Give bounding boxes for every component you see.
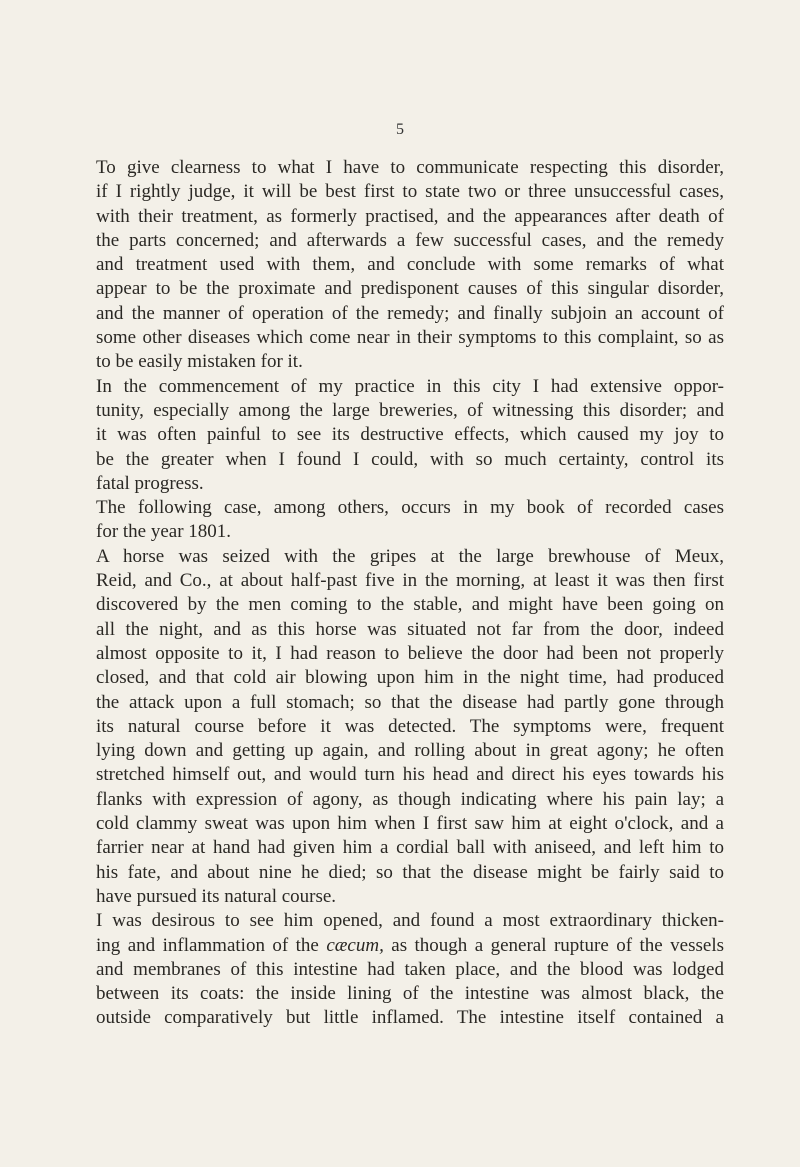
text-line: his fate, and about nine he died; so that the disease might be fairly said to (96, 861, 724, 883)
text-line: have pursued its natural course. (96, 885, 337, 907)
text-segment: ing and inflammation of the (96, 934, 319, 956)
text-line: it was often painful to see its destructive effects, which caused my joy to (96, 424, 724, 446)
text-line: closed, and that cold air blowing upon him in the night time, had produced (96, 667, 724, 689)
text-line: and treatment used with them, and conclude with some remarks of what (96, 254, 724, 276)
text-line: In the commencement of my practice in this city I had extensive oppor- (96, 375, 724, 397)
body-text (96, 156, 724, 1031)
text-line: to be easily mistaken for it. (96, 351, 303, 373)
text-line: be the greater when I found I could, with so much certainty, control its (96, 448, 724, 470)
text-line: farrier near at hand had given him a cordial ball with aniseed, and left him to (96, 837, 724, 859)
text-line: fatal progress. (96, 472, 204, 494)
page-number: 5 (396, 121, 404, 138)
text-line: and the manner of operation of the remedy; and finally subjoin an account of (96, 302, 724, 324)
text-line: cold clammy sweat was upon him when I first saw him at eight o'clock, and a (96, 813, 724, 835)
text-line: for the year 1801. (96, 521, 232, 543)
italic-term: cæcum, (326, 934, 384, 956)
text-line: if I rightly judge, it will be best first to state two or three unsuccessful cases, (96, 181, 724, 203)
text-line: between its coats: the inside lining of the intestine was almost black, the (96, 983, 724, 1005)
text-line: I was desirous to see him opened, and found a most extraordinary thicken- (96, 910, 724, 932)
text-line: flanks with expression of agony, as though indicating where his pain lay; a (96, 788, 724, 810)
text-line: with their treatment, as formerly practised, and the appearances after death of (96, 205, 724, 227)
text-line: discovered by the men coming to the stable, and might have been going on (96, 594, 724, 616)
text-segment: as though a general rupture of the vessels (391, 934, 724, 956)
text-line: almost opposite to it, I had reason to believe the door had been not properly (96, 642, 724, 664)
text-line: To give clearness to what I have to communicate respecting this disorder, (96, 157, 724, 178)
text-line: Reid, and Co., at about half-past five in the morning, at least it was then first (96, 570, 724, 592)
text-line: all the night, and as this horse was situated not far from the door, indeed (96, 618, 724, 640)
text-line: and membranes of this intestine had taken place, and the blood was lodged (96, 958, 724, 980)
text-line: the attack upon a full stomach; so that the disease had partly gone through (96, 691, 724, 713)
text-line: the parts concerned; and afterwards a few successful cases, and the remedy (96, 229, 724, 251)
text-line: appear to be the proximate and predisponent causes of this singular disorder, (96, 278, 724, 300)
text-line: stretched himself out, and would turn his head and direct his eyes towards his (96, 764, 724, 786)
text-line: some other diseases which come near in their symptoms to this complaint, so as (96, 327, 724, 349)
text-line: its natural course before it was detected. The symptoms were, frequent (96, 715, 724, 737)
text-line: A horse was seized with the gripes at the large brewhouse of Meux, (96, 545, 724, 567)
text-line: lying down and getting up again, and rolling about in great agony; he often (96, 740, 724, 762)
text-line: outside comparatively but little inflamed. The intestine itself contained a (96, 1007, 724, 1029)
text-line-with-italic (96, 934, 724, 958)
text-line: tunity, especially among the large breweries, of witnessing this disorder; and (96, 399, 724, 421)
text-line: The following case, among others, occurs in my book of recorded cases (96, 497, 724, 519)
